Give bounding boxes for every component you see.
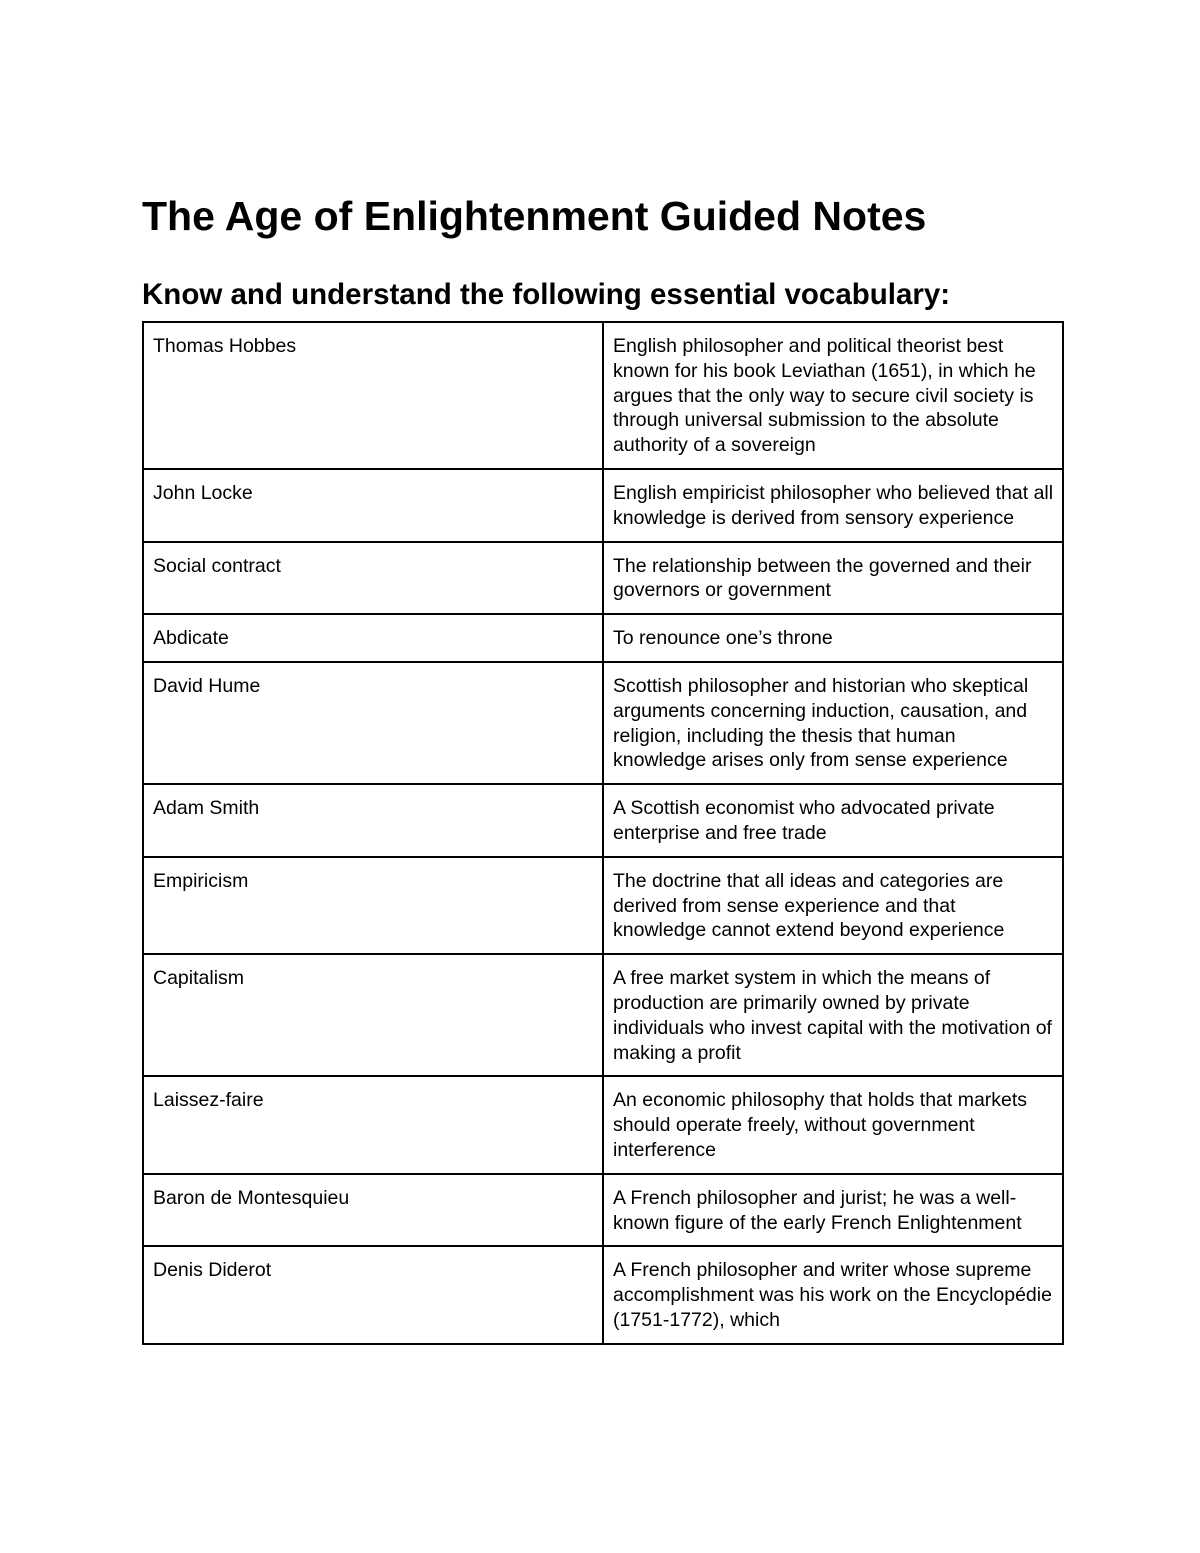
definition-cell: The doctrine that all ideas and categories are derived from sense experience and that knowledge cannot extend beyond experience <box>603 857 1063 954</box>
term-cell: Denis Diderot <box>143 1246 603 1343</box>
term-cell: Abdicate <box>143 614 603 662</box>
term-cell: Social contract <box>143 542 603 615</box>
definition-cell: A French philosopher and jurist; he was a well-known figure of the early French Enlightenment <box>603 1174 1063 1247</box>
definition-cell: A Scottish economist who advocated private enterprise and free trade <box>603 784 1063 857</box>
term-cell: Adam Smith <box>143 784 603 857</box>
definition-cell: English empiricist philosopher who believed that all knowledge is derived from sensory experience <box>603 469 1063 542</box>
table-row <box>143 469 1063 542</box>
table-row <box>143 322 1063 469</box>
table-row <box>143 784 1063 857</box>
table-row <box>143 1174 1063 1247</box>
table-row <box>143 614 1063 662</box>
table-row <box>143 954 1063 1076</box>
term-cell: Laissez-faire <box>143 1076 603 1173</box>
table-row <box>143 1076 1063 1173</box>
table-row <box>143 662 1063 784</box>
term-cell: Empiricism <box>143 857 603 954</box>
page-title: The Age of Enlightenment Guided Notes <box>142 193 927 239</box>
table-row <box>143 1246 1063 1343</box>
definition-cell: The relationship between the governed and their governors or government <box>603 542 1063 615</box>
term-cell: Baron de Montesquieu <box>143 1174 603 1247</box>
term-cell: John Locke <box>143 469 603 542</box>
page-subtitle: Know and understand the following essential vocabulary: <box>142 278 951 311</box>
definition-cell: A free market system in which the means of production are primarily owned by private individuals who invest capital with the motivation of making a profit <box>603 954 1063 1076</box>
definition-cell: To renounce one’s throne <box>603 614 1063 662</box>
definition-cell: English philosopher and political theorist best known for his book Leviathan (1651), in which he argues that the only way to secure civil society is through universal submission to the absolute authority of a sovereign <box>603 322 1063 469</box>
table-row <box>143 857 1063 954</box>
table-row <box>143 542 1063 615</box>
definition-cell: A French philosopher and writer whose supreme accomplishment was his work on the Encyclopédie (1751-1772), which <box>603 1246 1063 1343</box>
definition-cell: Scottish philosopher and historian who skeptical arguments concerning induction, causation, and religion, including the thesis that human knowledge arises only from sense experience <box>603 662 1063 784</box>
term-cell: Thomas Hobbes <box>143 322 603 469</box>
term-cell: Capitalism <box>143 954 603 1076</box>
vocabulary-table <box>142 321 1064 1345</box>
definition-cell: An economic philosophy that holds that markets should operate freely, without government interference <box>603 1076 1063 1173</box>
term-cell: David Hume <box>143 662 603 784</box>
